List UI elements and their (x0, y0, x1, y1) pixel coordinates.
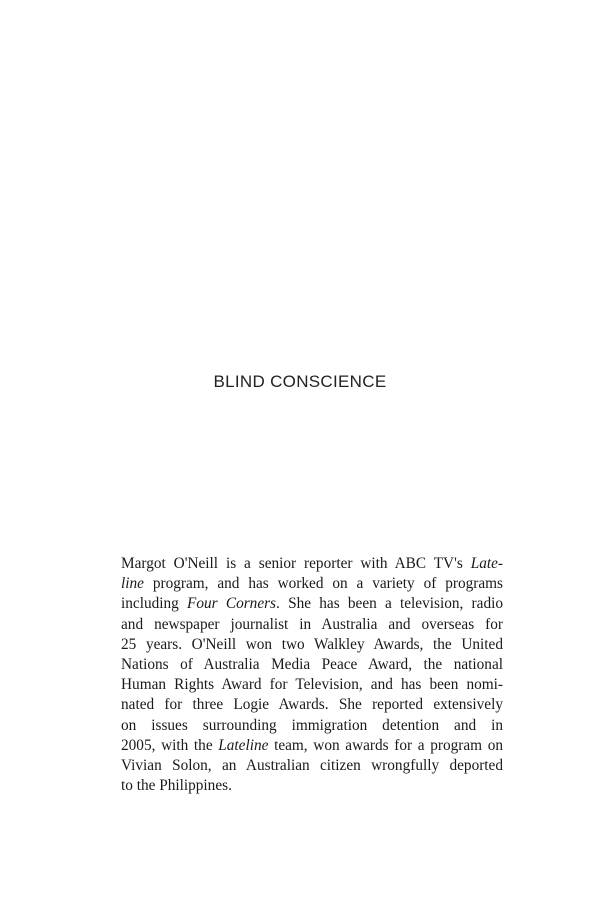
bio-text: on issues surrounding immigration detention and in (121, 716, 503, 734)
bio-text: Margot O'Neill is a senior reporter with ABC TV's (121, 555, 471, 572)
bio-text: 2005, with the (121, 736, 219, 754)
bio-text: Human Rights Award for Television, and has been nomi- (121, 676, 503, 694)
bio-text: team, won awards for a program on (268, 736, 503, 754)
bio-line (121, 574, 503, 594)
bio-text: nated for three Logie Awards. She reported extensively (121, 696, 503, 714)
bio-italic-title: Four Corners (187, 595, 277, 613)
bio-line (121, 776, 503, 796)
book-title: BLIND CONSCIENCE (213, 372, 387, 391)
bio-line (121, 695, 503, 715)
bio-text: Nations of Australia Media Peace Award, the national (121, 656, 503, 674)
bio-line (121, 675, 503, 695)
bio-text: and newspaper journalist in Australia and overseas for (121, 615, 503, 633)
bio-line (121, 716, 503, 736)
bio-text: program, and has worked on a variety of programs (143, 575, 503, 593)
author-biography (121, 554, 503, 796)
bio-line (121, 635, 503, 655)
bio-italic-title: Late- (470, 555, 503, 572)
bio-text: to the Philippines. (121, 777, 232, 795)
bio-italic-title: line (121, 575, 144, 593)
bio-italic-title: Lateline (218, 736, 269, 754)
bio-line (121, 615, 503, 635)
bio-text: Vivian Solon, an Australian citizen wrongfully deported (121, 757, 503, 775)
bio-line (121, 736, 503, 756)
bio-text: 25 years. O'Neill won two Walkley Awards, the United (121, 635, 503, 653)
bio-text: including (121, 595, 188, 613)
bio-text: . She has been a television, radio (276, 595, 503, 613)
bio-line (121, 594, 503, 614)
bio-line (121, 756, 503, 776)
bio-line (121, 554, 503, 574)
bio-line (121, 655, 503, 675)
